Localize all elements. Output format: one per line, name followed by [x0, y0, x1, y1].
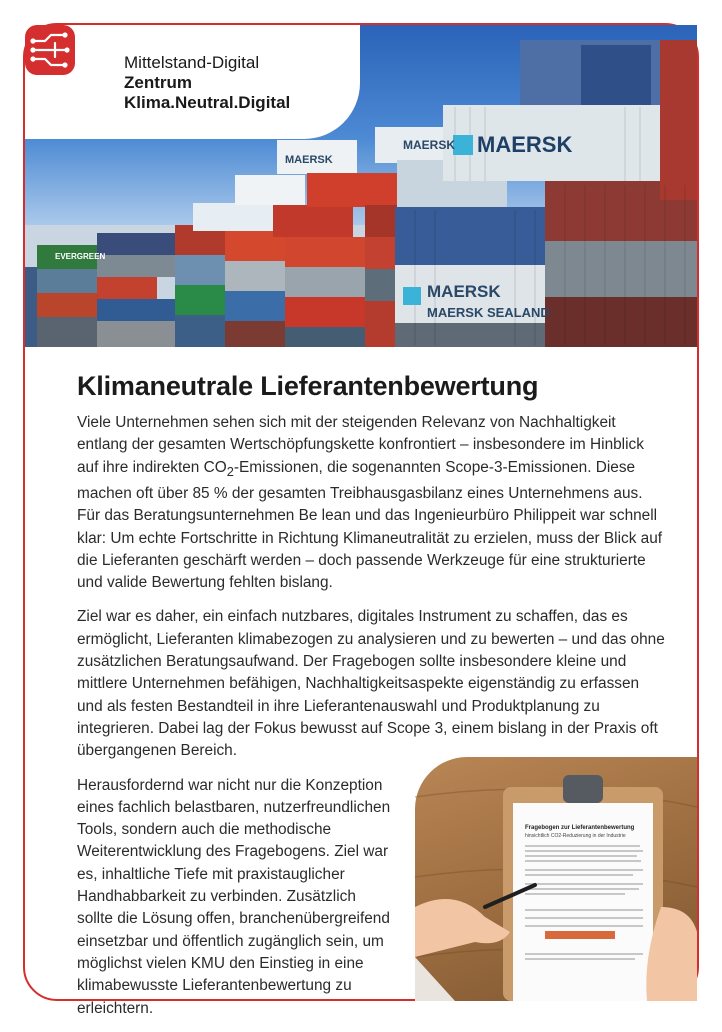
logo-line-mittelstand: Mittelstand-Digital: [124, 53, 260, 72]
clipboard-doc-subtitle: hinsichtlich CO2-Reduzierung in der Industrie: [525, 833, 626, 839]
clipboard-doc-title: Fragebogen zur Lieferantenbewertung: [525, 825, 635, 831]
container-label: MAERSK: [285, 154, 333, 166]
hero-photo-containers: [25, 25, 697, 347]
article-paragraph-1: [77, 412, 667, 594]
logo-line-zentrum: Zentrum: [124, 73, 192, 92]
p1-text-a: Viele Unternehmen sehen sich mit der steigenden Relevanz von Nachhaltigkeit entlang der gesamten Wertschöpfungskette konfrontiert – insbesondere im Hinblick auf ihre indirekten CO: [77, 414, 644, 476]
container-label: MAERSK: [427, 282, 501, 301]
container-stack-middle: [175, 140, 397, 347]
container-stack-far-left: [25, 233, 177, 347]
container-label: MAERSK SEALAND: [427, 305, 550, 320]
circuit-logo-icon: [25, 25, 75, 75]
logo-line-klima: Klima.Neutral.Digital: [124, 93, 291, 112]
container-label: MAERSK: [403, 138, 456, 152]
article: [77, 371, 667, 1032]
article-title: Klimaneutrale Lieferantenbewertung: [77, 371, 539, 401]
logo-box: [25, 25, 360, 139]
p1-subscript: 2: [226, 463, 234, 479]
logo-wordmark: [124, 53, 290, 113]
container-label: EVERGREEN: [55, 252, 106, 261]
container-stack-maersk: [365, 40, 697, 347]
article-paragraph-2: Ziel war es daher, ein einfach nutzbares, digitales Instrument zu schaffen, das es ermöglicht, Lieferanten klimabezogen zu analysieren und zu bewerten – und das ohne zusätzlichen Beratungsaufwand. Der Fragebogen sollte insbesondere kleine und mittlere Unternehmen befähigen, Nachhaltigkeitsaspekte eigenständig zu erfassen und als festen Bestandteil in ihre Lieferantenauswahl und Produktplanung zu integrieren. Dabei lag der Fokus bewusst auf Scope 3, einem bislang in der Praxis oft übergangenen Bereich.: [77, 608, 665, 760]
container-label: MAERSK: [477, 132, 573, 157]
page-frame: [23, 23, 699, 1017]
article-paragraph-3: Herausfordernd war nicht nur die Konzeption eines fachlich belastbaren, nutzerfreundlichen Tools, sondern auch die methodische Weiterentwicklung des Fragebogens. Ziel war es, inhaltliche Tiefe mit praxistauglicher Handhabbarkeit zu verbinden. Zusätzlich sollte die Lösung offen, branchenübergreifend einsetzbar und öffentlich zugänglich sein, um möglichst vielen KMU den Einstieg in eine klimabewusste Lieferantenbewertung zu erleichtern.: [77, 776, 391, 1017]
p1-text-b: -Emissionen, die sogenannten Scope-3-Emissionen. Diese machen oft über 85 % der gesamten Treibhausgasbilanz eines Unternehmens aus. Für das Beratungsunternehmen Be lean und das Ingenieurbüro Philippeit war schnell klar: Um echte Fortschritte in Richtung Klimaneutralität zu erzielen, muss der Blick auf die Lieferanten geschärft werden – doch passende Werkzeuge für eine strukturierte und valide Bewertung fehlten bislang.: [77, 458, 663, 592]
